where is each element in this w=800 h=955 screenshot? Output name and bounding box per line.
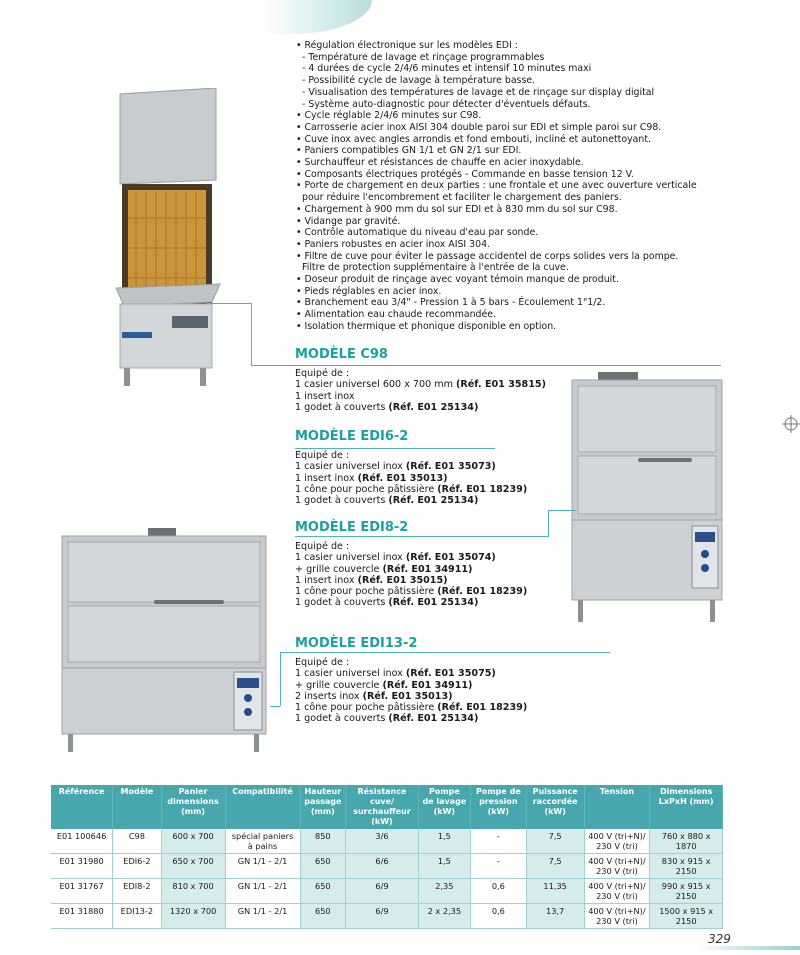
cell-text: 400 V (tri+N)/ — [588, 906, 646, 916]
cell-text: 650 — [315, 856, 331, 866]
header-text: (mm) — [310, 807, 335, 816]
table-cell — [300, 829, 346, 854]
feature-item: • Paniers compatibles GN 1/1 et GN 2/1 sur EDI. — [296, 145, 522, 157]
machine-c98-image — [112, 88, 224, 388]
equipment-ref: (Réf. E01 25134) — [388, 597, 479, 609]
table-cell — [584, 879, 650, 904]
table-cell — [300, 879, 346, 904]
leader-vline-edi13-2 — [280, 652, 281, 706]
table-cell — [161, 829, 225, 854]
table-cell — [346, 879, 419, 904]
cell-text: 1320 x 700 — [169, 906, 217, 916]
cell-text: 760 x 880 x 1870 — [661, 831, 711, 851]
equipment-ref: (Réf. E01 25134) — [388, 713, 479, 725]
equipment-item — [295, 473, 625, 484]
cell-text: 230 V (tri) — [596, 916, 638, 926]
table-row — [51, 829, 723, 854]
table-cell — [51, 879, 113, 904]
model-title: MODÈLE EDI6-2 — [295, 429, 409, 444]
table-header-cell — [113, 785, 161, 829]
header-text: Tension — [599, 787, 635, 796]
table-cell — [526, 854, 584, 879]
cell-text: 11,35 — [543, 881, 567, 891]
feature-item: • Branchement eau 3/4" - Pression 1 à 5 bars - Écoulement 1"1/2. — [296, 297, 606, 309]
leader-vline-c98 — [251, 303, 252, 365]
feature-item: Filtre de protection supplémentaire à l'entrée de la cuve. — [302, 262, 569, 274]
equipment-item — [295, 702, 625, 713]
model-title: MODÈLE EDI8-2 — [295, 520, 409, 535]
equipment-ref: (Réf. E01 18239) — [437, 702, 528, 714]
cell-text: 2 x 2,35 — [427, 906, 462, 916]
equipment-text: 1 casier universel inox — [295, 668, 406, 680]
table-header-cell — [418, 785, 470, 829]
equipment-item — [295, 713, 625, 724]
cell-text: E01 100646 — [56, 831, 107, 841]
equipment-ref: (Réf. E01 35073) — [405, 461, 496, 473]
table-header-row — [51, 785, 723, 829]
leader-line-edi13-2 — [270, 706, 280, 707]
table-cell — [470, 904, 526, 929]
header-text: (kW) — [433, 807, 456, 816]
cell-text: 850 — [315, 831, 331, 841]
equipment-text: 2 inserts inox — [295, 690, 363, 702]
model-edi6-2 — [295, 429, 625, 506]
cell-text: 230 V (tri) — [596, 841, 638, 851]
header-text: Panier — [178, 787, 208, 796]
table-cell — [225, 854, 300, 879]
feature-item: - Température de lavage et rinçage programmables — [302, 51, 545, 63]
equipment-ref: (Réf. E01 34911) — [382, 563, 473, 575]
table-header-cell — [650, 785, 723, 829]
table-cell — [113, 829, 161, 854]
table-cell — [113, 879, 161, 904]
table-cell — [418, 879, 470, 904]
table-cell — [526, 904, 584, 929]
cell-text: 1500 x 915 x 2150 — [659, 906, 714, 926]
table-cell — [346, 829, 419, 854]
feature-item: • Isolation thermique et phonique disponible en option. — [296, 320, 557, 332]
table-cell — [225, 904, 300, 929]
cell-text: 6/6 — [375, 856, 389, 866]
cell-text: C98 — [128, 831, 145, 841]
equipment-ref: (Réf. E01 25134) — [388, 495, 479, 507]
feature-item: • Surchauffeur et résistances de chauffe en acier inoxydable. — [296, 157, 584, 169]
feature-item: • Composants électriques protégés - Commande en basse tension 12 V. — [296, 168, 634, 180]
table-cell — [51, 854, 113, 879]
header-text: Hauteur — [304, 787, 342, 796]
cell-text: 2,35 — [435, 881, 454, 891]
equipment-text: 1 casier universel inox — [295, 552, 406, 564]
feature-item: - Possibilité cycle de lavage à température basse. — [302, 75, 536, 87]
equipment-text: 1 godet à couverts — [295, 401, 389, 413]
model-edi8-2 — [295, 520, 625, 609]
cell-text: 0,6 — [491, 906, 505, 916]
header-text: Résistance cuve/ — [357, 787, 407, 806]
table-cell — [51, 829, 113, 854]
equipment-item — [295, 402, 625, 413]
cell-text: 13,7 — [546, 906, 565, 916]
cell-text: 1,5 — [437, 856, 451, 866]
cell-text: 400 V (tri+N)/ — [588, 831, 646, 841]
equipment-text: + grille couvercle — [295, 563, 383, 575]
table-cell — [161, 879, 225, 904]
corner-decoration — [262, 0, 372, 34]
table-cell — [300, 854, 346, 879]
feature-item: • Carrosserie acier inox AISI 304 double paroi sur EDI et simple paroi sur C98. — [296, 121, 662, 133]
model-intro: Equipé de : — [295, 368, 350, 379]
feature-item: - 4 durées de cycle 2/4/6 minutes et intensif 10 minutes maxi — [302, 63, 592, 75]
table-row — [51, 879, 723, 904]
table-cell — [470, 879, 526, 904]
feature-item: • Pieds réglables en acier inox. — [296, 285, 442, 297]
equipment-text: 1 insert inox — [295, 472, 358, 484]
header-text: de lavage — [422, 797, 467, 806]
equipment-item — [295, 461, 625, 472]
cell-text: 650 — [315, 906, 331, 916]
table-cell — [650, 829, 723, 854]
header-text: surchauffeur — [353, 807, 411, 816]
table-cell — [51, 904, 113, 929]
equipment-item — [295, 552, 625, 563]
cell-text: EDI13-2 — [120, 906, 154, 916]
table-header-cell — [300, 785, 346, 829]
equipment-item — [295, 691, 625, 702]
table-header-cell — [225, 785, 300, 829]
table-cell — [650, 904, 723, 929]
equipment-item — [295, 586, 625, 597]
cell-text: 7,5 — [548, 856, 562, 866]
header-text: pression — [479, 797, 518, 806]
header-text: Pompe de — [475, 787, 521, 796]
cell-text: 230 V (tri) — [596, 891, 638, 901]
header-text: (kW) — [371, 817, 393, 826]
header-text: Dimensions — [660, 787, 713, 796]
feature-item: - Système auto-diagnostic pour détecter d'éventuels défauts. — [302, 98, 591, 110]
equipment-item — [295, 680, 625, 691]
table-header-cell — [346, 785, 419, 829]
table-cell — [584, 829, 650, 854]
cell-text: 810 x 700 — [172, 881, 214, 891]
equipment-item — [295, 379, 625, 390]
cell-text: 400 V (tri+N)/ — [588, 856, 646, 866]
equipment-text: 1 insert inox — [295, 574, 358, 586]
table-cell — [161, 854, 225, 879]
equipment-item — [295, 564, 625, 575]
cell-text: 990 x 915 x 2150 — [661, 881, 711, 901]
equipment-ref: (Réf. E01 18239) — [437, 586, 528, 598]
equipment-ref: (Réf. E01 35015) — [357, 574, 448, 586]
feature-item: • Doseur produit de rinçage avec voyant témoin manque de produit. — [296, 274, 619, 286]
model-edi13-2 — [295, 636, 625, 725]
equipment-ref: (Réf. E01 35013) — [362, 690, 453, 702]
cell-text: E01 31880 — [59, 906, 104, 916]
cell-text: 830 x 915 x 2150 — [661, 856, 711, 876]
equipment-item — [295, 597, 625, 608]
table-cell — [650, 854, 723, 879]
table-cell — [113, 854, 161, 879]
equipment-text: 1 cône pour poche pâtissière — [295, 586, 438, 598]
equipment-ref: (Réf. E01 18239) — [437, 483, 528, 495]
equipment-item — [295, 575, 625, 586]
table-row — [51, 904, 723, 929]
equipment-text: 1 insert inox — [295, 390, 355, 402]
cell-text: 400 V (tri+N)/ — [588, 881, 646, 891]
equipment-item — [295, 668, 625, 679]
registration-mark-icon — [782, 415, 800, 433]
spec-table — [51, 785, 723, 929]
equipment-ref: (Réf. E01 35815) — [456, 379, 546, 391]
cell-text: - — [496, 856, 500, 866]
table-header-cell — [470, 785, 526, 829]
table-cell — [161, 904, 225, 929]
cell-text: 7,5 — [548, 831, 562, 841]
equipment-text: 1 casier universel 600 x 700 mm — [295, 379, 457, 391]
cell-text: 1,5 — [437, 831, 451, 841]
header-text: dimensions — [167, 797, 219, 806]
table-cell — [470, 829, 526, 854]
model-title: MODÈLE EDI13-2 — [295, 636, 418, 651]
feature-item: • Contrôle automatique du niveau d'eau par sonde. — [296, 227, 539, 239]
header-text: Modèle — [120, 787, 154, 796]
table-cell — [650, 879, 723, 904]
leader-line-edi8-2 — [548, 510, 576, 511]
cell-text: GN 1/1 - 2/1 — [237, 856, 288, 866]
table-cell — [470, 854, 526, 879]
cell-text: 0,6 — [491, 881, 505, 891]
cell-text: 650 x 700 — [172, 856, 214, 866]
header-text: raccordée — [532, 797, 578, 806]
equipment-ref: (Réf. E01 35013) — [357, 472, 448, 484]
header-text: Compatibilité — [232, 787, 293, 796]
table-cell — [418, 854, 470, 879]
table-header-cell — [526, 785, 584, 829]
equipment-text: 1 godet à couverts — [295, 713, 389, 725]
cell-text: 6/9 — [375, 881, 389, 891]
cell-text: 3/6 — [375, 831, 389, 841]
model-intro: Equipé de : — [295, 541, 350, 552]
feature-list — [296, 40, 776, 333]
cell-text: 6/9 — [375, 906, 389, 916]
equipment-item — [295, 484, 625, 495]
table-cell — [225, 829, 300, 854]
table-header-cell — [584, 785, 650, 829]
table-cell — [113, 904, 161, 929]
header-text: Référence — [58, 787, 105, 796]
table-cell — [300, 904, 346, 929]
table-cell — [584, 854, 650, 879]
page-number-bar — [698, 946, 800, 950]
cell-text: GN 1/1 - 2/1 — [237, 906, 288, 916]
equipment-text: 1 cône pour poche pâtissière — [295, 702, 438, 714]
feature-item: • Alimentation eau chaude recommandée. — [296, 309, 496, 321]
equipment-item — [295, 495, 625, 506]
model-intro: Equipé de : — [295, 657, 350, 668]
equipment-ref: (Réf. E01 35075) — [405, 668, 496, 680]
feature-item: • Cycle réglable 2/4/6 minutes sur C98. — [296, 110, 482, 122]
header-text: (kW) — [487, 807, 510, 816]
table-cell — [418, 829, 470, 854]
equipment-text: 1 godet à couverts — [295, 495, 389, 507]
page-number: 329 — [708, 932, 731, 946]
feature-item: • Paniers robustes en acier inox AISI 304. — [296, 238, 491, 250]
table-cell — [418, 904, 470, 929]
equipment-text: + grille couvercle — [295, 679, 383, 691]
table-row — [51, 854, 723, 879]
header-text: (mm) — [181, 807, 206, 816]
equipment-text: 1 godet à couverts — [295, 597, 389, 609]
table-cell — [584, 904, 650, 929]
feature-item: • Régulation électronique sur les modèles EDI : — [296, 40, 518, 51]
cell-text: GN 1/1 - 2/1 — [237, 881, 288, 891]
model-c98 — [295, 347, 625, 413]
feature-item: pour réduire l'encombrement et faciliter le chargement des paniers. — [302, 192, 622, 204]
cell-text: EDI8-2 — [123, 881, 151, 891]
header-text: passage — [304, 797, 342, 806]
table-header-cell — [51, 785, 113, 829]
feature-item: • Vidange par gravité. — [296, 215, 401, 227]
model-intro: Equipé de : — [295, 450, 350, 461]
equipment-ref: (Réf. E01 25134) — [388, 401, 479, 413]
model-title: MODÈLE C98 — [295, 347, 388, 362]
table-cell — [225, 879, 300, 904]
cell-text: - — [496, 831, 500, 841]
equipment-text: 1 cône pour poche pâtissière — [295, 483, 438, 495]
cell-text: 230 V (tri) — [596, 866, 638, 876]
header-text: LxPxH (mm) — [658, 797, 714, 806]
cell-text: 600 x 700 — [172, 831, 214, 841]
equipment-text: 1 casier universel inox — [295, 461, 406, 473]
table-cell — [526, 829, 584, 854]
feature-item: • Cuve inox avec angles arrondis et fond embouti, incliné et autonettoyant. — [296, 133, 651, 145]
table-header-cell — [161, 785, 225, 829]
cell-text: à pains — [247, 841, 278, 851]
cell-text: E01 31980 — [59, 856, 104, 866]
feature-item: • Chargement à 900 mm du sol sur EDI et à 830 mm du sol sur C98. — [296, 203, 618, 215]
equipment-item — [295, 391, 625, 402]
header-text: Puissance — [532, 787, 578, 796]
header-text: Pompe — [428, 787, 460, 796]
feature-item: - Visualisation des températures de lavage et de rinçage sur display digital — [302, 86, 655, 98]
feature-item: • Filtre de cuve pour éviter le passage accidentel de corps solides vers la pompe. — [296, 250, 679, 262]
machine-edi13-2-image — [58, 528, 272, 753]
equipment-ref: (Réf. E01 34911) — [382, 679, 473, 691]
leader-line-c98 — [206, 303, 252, 304]
feature-item: • Porte de chargement en deux parties : une frontale et une avec ouverture verticale — [296, 180, 697, 192]
table-cell — [346, 854, 419, 879]
table-cell — [526, 879, 584, 904]
table-cell — [346, 904, 419, 929]
cell-text: EDI6-2 — [123, 856, 151, 866]
cell-text: spécial paniers — [231, 831, 294, 841]
cell-text: 650 — [315, 881, 331, 891]
header-text: (kW) — [544, 807, 566, 816]
cell-text: E01 31767 — [59, 881, 104, 891]
equipment-ref: (Réf. E01 35074) — [405, 552, 496, 564]
